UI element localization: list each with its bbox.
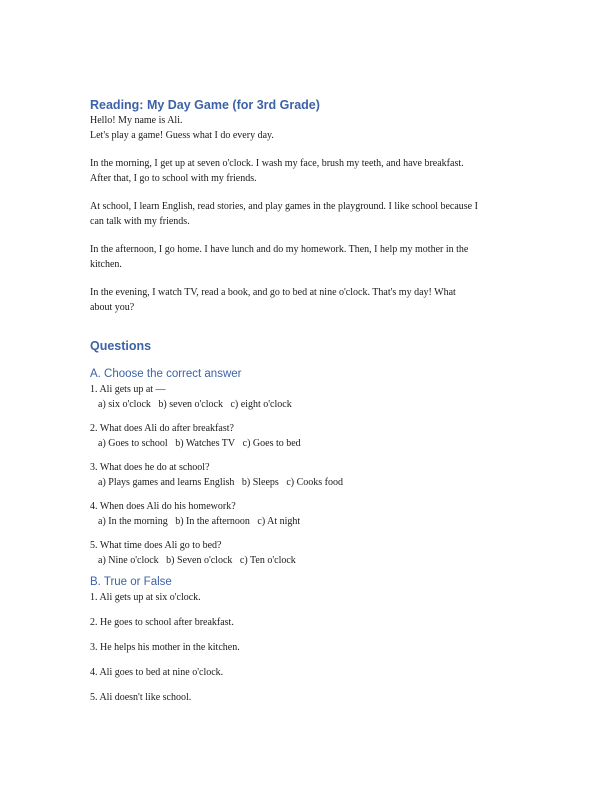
answer-option: b) seven o'clock (158, 399, 223, 410)
document-content (90, 97, 530, 705)
question-item (90, 499, 530, 529)
question-item (90, 460, 530, 490)
true-false-item: 5. Ali doesn't like school. (90, 692, 192, 703)
paragraph-evening (90, 285, 530, 315)
answer-option: b) In the afternoon (175, 516, 250, 527)
answer-option: c) eight o'clock (230, 399, 292, 410)
answer-options (90, 436, 530, 451)
intro-line: Let's play a game! Guess what I do every day. (90, 130, 274, 141)
true-false-item: 1. Ali gets up at six o'clock. (90, 592, 201, 603)
answer-option: c) At night (257, 516, 301, 527)
answer-options (90, 553, 530, 568)
section-b-heading: B. True or False (90, 576, 172, 588)
question-item (90, 382, 530, 412)
paragraph-line: can talk with my friends. (90, 216, 190, 227)
question-text: 4. When does Ali do his homework? (90, 501, 236, 512)
answer-options (90, 475, 530, 490)
paragraph-afternoon (90, 242, 530, 272)
intro-line: Hello! My name is Ali. (90, 115, 183, 126)
question-item (90, 421, 530, 451)
answer-option: a) Nine o'clock (98, 555, 159, 566)
paragraph-morning (90, 156, 530, 186)
paragraph-line: kitchen. (90, 259, 122, 270)
answer-option: a) In the morning (98, 516, 168, 527)
answer-option: a) Plays games and learns English (98, 477, 235, 488)
paragraph-line: After that, I go to school with my friends. (90, 173, 257, 184)
true-false-item: 3. He helps his mother in the kitchen. (90, 642, 240, 653)
answer-option: c) Ten o'clock (239, 555, 296, 566)
answer-options (90, 397, 530, 412)
questions-heading: Questions (90, 339, 152, 353)
answer-option: a) Goes to school (98, 438, 168, 449)
paragraph-line: In the morning, I get up at seven o'clock. I wash my face, brush my teeth, and have breakfast. (90, 158, 464, 169)
paragraph-line: In the evening, I watch TV, read a book, and go to bed at nine o'clock. That's my day! What (90, 287, 456, 298)
answer-option: c) Goes to bed (242, 438, 301, 449)
paragraph-line: At school, I learn English, read stories, and play games in the playground. I like school because I (90, 201, 478, 212)
section-a-heading: A. Choose the correct answer (90, 368, 242, 380)
answer-option: b) Sleeps (241, 477, 279, 488)
true-false-item: 4. Ali goes to bed at nine o'clock. (90, 667, 224, 678)
true-false-item: 2. He goes to school after breakfast. (90, 617, 234, 628)
paragraph-line: In the afternoon, I go home. I have lunch and do my homework. Then, I help my mother in the (90, 244, 469, 255)
answer-option: a) six o'clock (98, 399, 151, 410)
answer-options (90, 514, 530, 529)
paragraph-school (90, 199, 530, 229)
question-text: 2. What does Ali do after breakfast? (90, 423, 234, 434)
question-text: 5. What time does Ali go to bed? (90, 540, 222, 551)
answer-option: b) Watches TV (175, 438, 236, 449)
paragraph-line: about you? (90, 302, 135, 313)
answer-option: c) Cooks food (286, 477, 343, 488)
reading-title: Reading: My Day Game (for 3rd Grade) (90, 98, 320, 112)
answer-option: b) Seven o'clock (166, 555, 233, 566)
question-item (90, 538, 530, 568)
question-text: 3. What does he do at school? (90, 462, 210, 473)
question-text: 1. Ali gets up at — (90, 384, 166, 395)
